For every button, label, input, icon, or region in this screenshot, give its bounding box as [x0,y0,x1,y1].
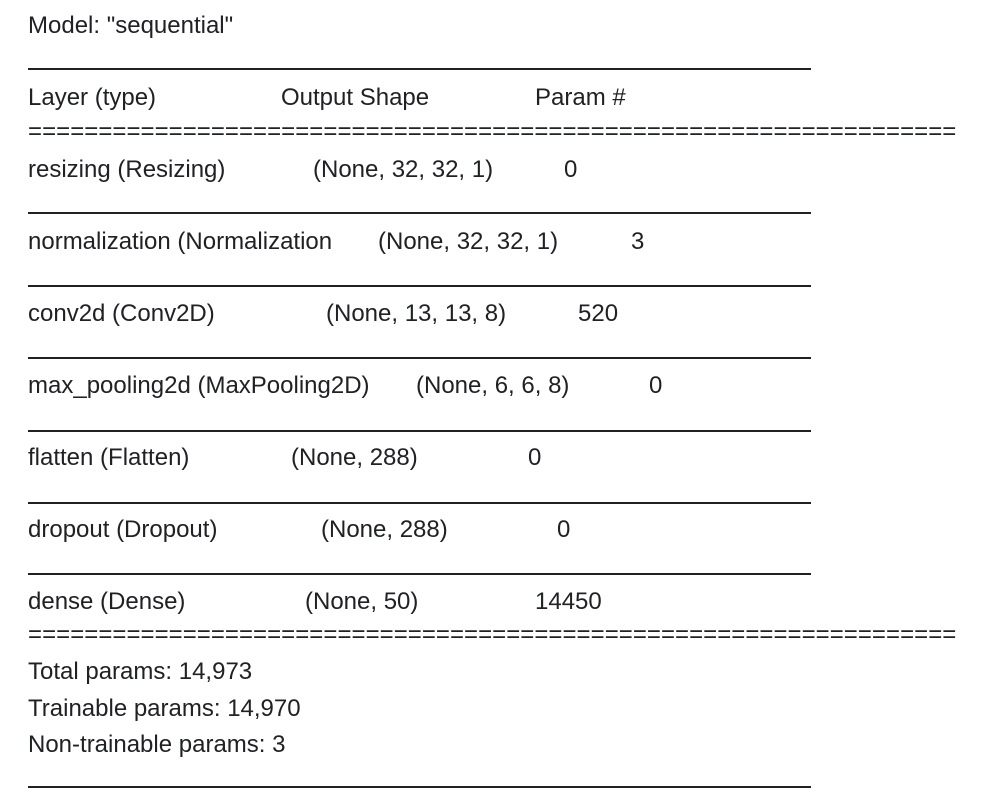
double-separator: ================================================================== [28,621,957,648]
row-layer: flatten (Flatten) [28,444,190,471]
row-shape: (None, 50) [305,588,419,615]
row-params: 520 [578,300,619,327]
row-shape: (None, 13, 13, 8) [326,300,507,327]
row-layer: max_pooling2d (MaxPooling2D) [28,372,370,399]
divider [28,573,811,575]
divider [28,786,811,788]
divider [28,357,811,359]
row-layer: resizing (Resizing) [28,156,226,183]
row-shape: (None, 6, 6, 8) [416,372,570,399]
row-params: 0 [564,156,578,183]
row-shape: (None, 32, 32, 1) [378,228,559,255]
row-shape: (None, 288) [291,444,418,471]
divider [28,68,811,70]
row-layer: normalization (Normalization [28,228,333,255]
row-shape: (None, 32, 32, 1) [313,156,494,183]
total-params: Total params: 14,973 [28,658,253,685]
divider [28,502,811,504]
row-params: 14450 [535,588,602,615]
row-shape: (None, 288) [321,516,448,543]
double-separator: ================================================================== [28,118,957,145]
trainable-params: Trainable params: 14,970 [28,695,301,722]
header-params: Param # [535,84,626,111]
row-params: 0 [649,372,663,399]
row-layer: conv2d (Conv2D) [28,300,215,327]
divider [28,212,811,214]
row-params: 0 [557,516,571,543]
divider [28,285,811,287]
divider [28,430,811,432]
model-title: Model: "sequential" [28,12,234,39]
header-output-shape: Output Shape [281,84,430,111]
row-layer: dense (Dense) [28,588,186,615]
header-layer: Layer (type) [28,84,157,111]
row-params: 0 [528,444,542,471]
row-params: 3 [631,228,645,255]
non-trainable-params: Non-trainable params: 3 [28,731,286,758]
row-layer: dropout (Dropout) [28,516,218,543]
